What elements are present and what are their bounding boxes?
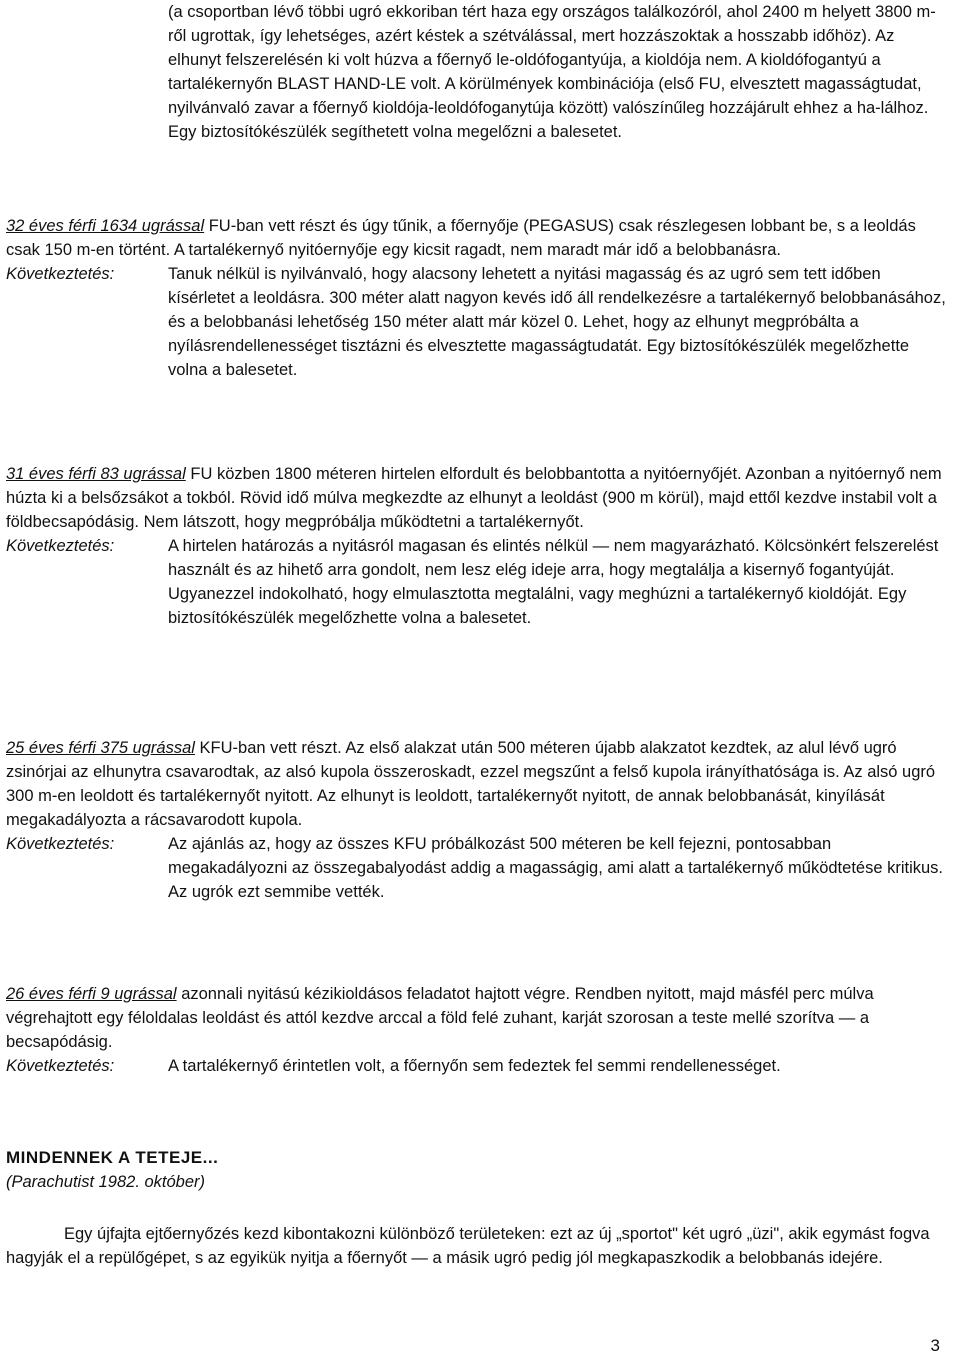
case-description: FU-ban vett részt és úgy tűnik, a főernyője (PEGASUS) csak részlegesen lobbant be, s a leoldás csak 150 m-en történt. A tartalékernyő nyitóernyője egy kicsit ragadt, nem maradt már idő a belobbanásra. — [6, 217, 916, 259]
case-description: KFU-ban vett részt. Az első alakzat után 500 méteren újabb alakzatot kezdtek, az alul lévő ugró zsinórjai az elhunytra csavarodtak, az alsó kupola összeroskadt, ezzel megszűnt a felső kupola irányíthatósága is. Az alsó ugró 300 m-en leoldott és tartalékernyőt nyitott. Az elhunyt is leoldott, tartalékernyőt nyitott, de annak belobbanását, kinyílását megakadályozta a rácsavarodott kupola. — [6, 739, 936, 829]
article-source: (Parachutist 1982. október) — [6, 1173, 206, 1191]
conclusion-text: Az ajánlás az, hogy az összes KFU próbálkozást 500 méteren be kell fejezni, pontosabban megakadályozni az összegabalyodást addig a magasságig, ami alatt a tartalékernyő működtetése kritikus. Az ugrók ezt semmibe vették. — [168, 835, 944, 901]
conclusion-label: Következtetés: — [6, 537, 115, 555]
page-number: 3 — [930, 1336, 940, 1355]
article-body — [6, 1222, 950, 1270]
case-report — [6, 736, 950, 904]
intro-paragraph — [168, 0, 948, 144]
article-text: Egy újfajta ejtőernyőzés kezd kibontakozni különböző területeken: ezt az új „sportot" két ugró „üzi", akik egymást fogva hagyják el a repülőgépet, s az egyikük nyitja a főernyőt — a másik ugró pedig jól megkapaszkodik a belobbanás idejére. — [6, 1225, 930, 1267]
conclusion-label: Következtetés: — [6, 265, 115, 283]
case-report — [6, 982, 950, 1078]
case-lead: 26 éves férfi 9 ugrással — [6, 985, 177, 1003]
case-lead: 32 éves férfi 1634 ugrással — [6, 217, 205, 235]
case-description: FU közben 1800 méteren hirtelen elfordult és belobbantotta a nyitóernyőjét. Azonban a nyitóernyő nem húzta ki a belsőzsákot a tokból. Rövid idő múlva megkezdte az elhunyt a leoldást (900 m körül), majd ettől kezdve instabil volt a földbecsapódásig. Nem látszott, hogy megpróbálja működtetni a tartalékernyőt. — [6, 465, 942, 531]
conclusion-label: Következtetés: — [6, 1057, 115, 1075]
intro-text: (a csoportban lévő többi ugró ekkoriban tért haza egy országos találkozóról, ahol 2400 m helyett 3800 m-ről ugrottak, így lehetséges, azért késtek a szétválással, mert hozzászoktak a hosszabb időhöz). Az elhunyt felszerelésén ki volt húzva a főernyő le-oldófogantyúja, a kioldója nem. A kioldófogantyú a tartalékernyőn BLAST HAND-LE volt. A körülmények kombinációja (első FU, elvesztett magasságtudat, nyilvánvaló zavar a főernyő kioldója-leoldófoganytúja között) valószínűleg hozzájárult ehhez a ha-lálhoz. Egy biztosítókészülék segíthetett volna megelőzni a balesetet. — [168, 3, 936, 141]
conclusion-text: Tanuk nélkül is nyilvánvaló, hogy alacsony lehetett a nyitási magasság és az ugró sem tett időben kísérletet a leoldásra. 300 méter alatt nagyon kevés idő áll rendelkezésre a tartalékernyő belobbanásához, és a belobbanási lehetőség 150 méter alatt már közel 0. Lehet, hogy az elhunyt megpróbálta a nyílásrendellenességet tisztázni és elvesztette magasságtudatát. Egy biztosítókészülék megelőzhette volna a balesetet. — [168, 265, 946, 379]
case-lead: 31 éves férfi 83 ugrással — [6, 465, 186, 483]
conclusion-text: A tartalékernyő érintetlen volt, a főernyőn sem fedeztek fel semmi rendellenességet. — [168, 1057, 781, 1075]
article-title: MINDENNEK A TETEJE... — [6, 1148, 219, 1167]
conclusion-label: Következtetés: — [6, 835, 115, 853]
case-lead: 25 éves férfi 375 ugrással — [6, 739, 195, 757]
case-report — [6, 214, 950, 382]
conclusion-text: A hirtelen határozás a nyitásról magasan és elintés nélkül — nem magyarázható. Kölcsönkért felszerelést használt és az hihető arra gondolt, nem lesz elég ideje arra, hogy megtalálja a kisernyő fogantyúját. Ugyanezzel indokolható, hogy elmulasztotta megtalálni, vagy meghúzni a tartalékernyő kioldóját. Egy biztosítókészülék megelőzhette volna a balesetet. — [168, 537, 939, 627]
case-report — [6, 462, 950, 630]
case-description: azonnali nyitású kézikioldásos feladatot hajtott végre. Rendben nyitott, majd másfél perc múlva végrehajtott egy féloldalas leoldást és attól kezdve arccal a föld felé zuhant, karját szorosan a teste mellé szorítva — a becsapódásig. — [6, 985, 874, 1051]
